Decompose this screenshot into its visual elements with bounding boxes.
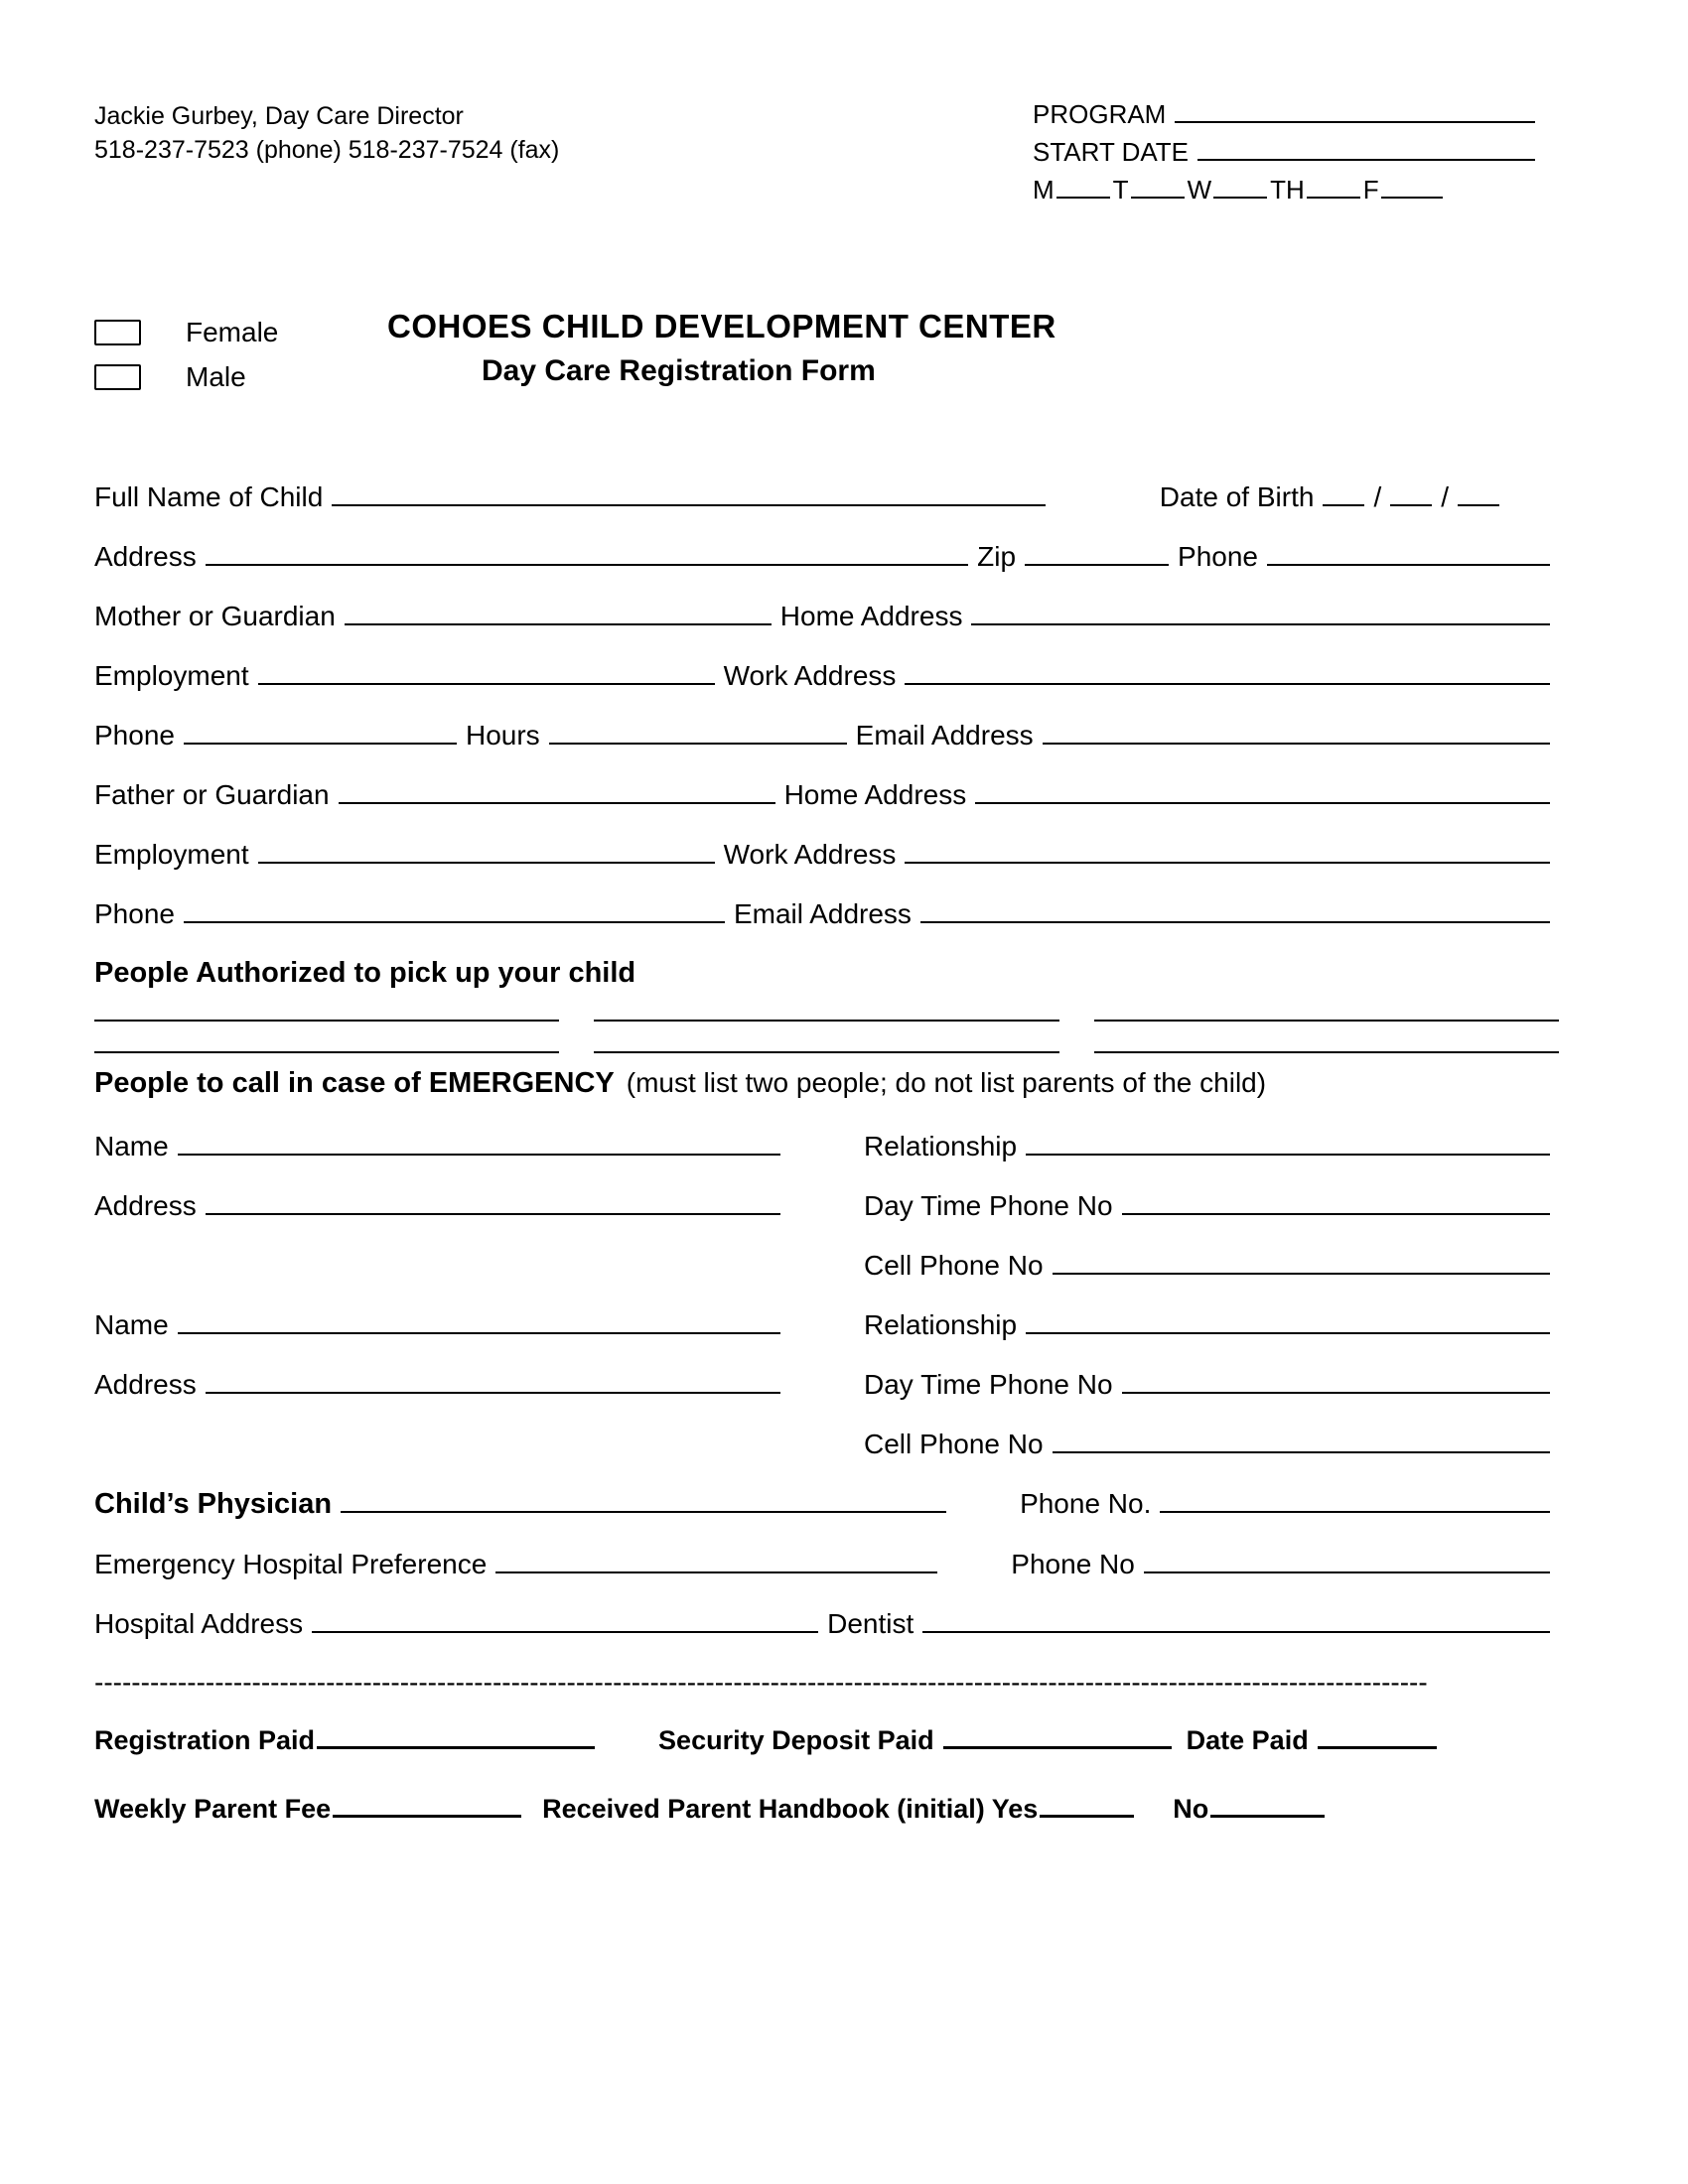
dentist-blank[interactable] <box>922 1621 1550 1633</box>
row-emergency2-address <box>94 1368 1559 1401</box>
form-name: Day Care Registration Form <box>482 354 876 387</box>
father-work-address-blank[interactable] <box>905 852 1550 864</box>
row-emergency2-name <box>94 1308 1559 1341</box>
father-employment-label: Employment <box>94 839 249 870</box>
dashed-divider: ------------------------------------------------------------------------------------------------------------------------------------------------ <box>94 1667 1428 1698</box>
pickup-4-blank[interactable] <box>94 1041 559 1053</box>
mother-hours-label: Hours <box>465 720 540 751</box>
physician-label: Child’s Physician <box>94 1488 333 1520</box>
emergency-heading <box>94 1066 1559 1100</box>
zip-blank[interactable] <box>1025 554 1169 566</box>
emergency-heading-note: (must list two people; do not list parents of the child) <box>626 1067 1267 1098</box>
contact-name: Jackie Gurbey, Day Care Director <box>94 102 464 130</box>
female-label: Female <box>186 316 279 347</box>
emergency1-day-phone-blank[interactable] <box>1122 1203 1550 1215</box>
emergency2-relationship-blank[interactable] <box>1026 1322 1550 1334</box>
program-blank[interactable] <box>1175 111 1535 123</box>
father-phone-label: Phone <box>94 898 175 929</box>
mother-phone-blank[interactable] <box>184 733 457 745</box>
address-label: Address <box>94 541 197 572</box>
female-checkbox[interactable] <box>94 320 141 345</box>
row-hospital-address <box>94 1607 1559 1640</box>
row-mother <box>94 600 1559 632</box>
pickup-3-blank[interactable] <box>1094 1010 1559 1022</box>
emergency1-cell-phone-label: Cell Phone No <box>864 1250 1044 1281</box>
mother-phone-label: Phone <box>94 720 175 751</box>
registration-paid-blank[interactable] <box>317 1737 595 1749</box>
center-name: COHOES CHILD DEVELOPMENT CENTER <box>387 308 1056 344</box>
phone-label: Phone <box>1178 541 1258 572</box>
mother-work-address-label: Work Address <box>723 660 897 691</box>
dob-slash-1: / <box>1373 481 1382 512</box>
emergency-heading-bold: People to call in case of EMERGENCY <box>94 1067 615 1099</box>
emergency1-name-blank[interactable] <box>178 1144 780 1156</box>
emergency2-day-phone-blank[interactable] <box>1122 1382 1550 1394</box>
day-friday-blank[interactable] <box>1381 189 1443 199</box>
contact-phone-fax: 518-237-7523 (phone) 518-237-7524 (fax) <box>94 136 560 164</box>
row-registration-paid <box>94 1724 1559 1757</box>
row-emergency2-cell <box>94 1428 1559 1460</box>
weekly-fee-label: Weekly Parent Fee <box>94 1794 332 1824</box>
row-mother-phone <box>94 719 1559 751</box>
row-full-name <box>94 480 1559 513</box>
security-deposit-blank[interactable] <box>943 1737 1172 1749</box>
row-hospital-preference <box>94 1548 1559 1580</box>
contact-block <box>94 99 559 212</box>
mother-email-label: Email Address <box>855 720 1034 751</box>
mother-email-blank[interactable] <box>1043 733 1550 745</box>
emergency2-cell-phone-blank[interactable] <box>1053 1441 1550 1453</box>
emergency1-day-phone-label: Day Time Phone No <box>864 1190 1113 1221</box>
hospital-phone-blank[interactable] <box>1144 1562 1550 1573</box>
day-wednesday-label: W <box>1187 175 1212 205</box>
emergency2-relationship-label: Relationship <box>864 1309 1018 1340</box>
handbook-no-label: No <box>1173 1794 1209 1824</box>
mother-employment-label: Employment <box>94 660 249 691</box>
physician-blank[interactable] <box>341 1501 946 1513</box>
row-physician <box>94 1487 1559 1521</box>
hospital-preference-blank[interactable] <box>495 1562 937 1573</box>
title-column <box>387 304 1559 399</box>
hospital-address-blank[interactable] <box>312 1621 818 1633</box>
emergency1-name-label: Name <box>94 1131 169 1161</box>
hospital-address-label: Hospital Address <box>94 1608 304 1639</box>
hospital-preference-label: Emergency Hospital Preference <box>94 1549 488 1579</box>
dob-month-blank[interactable] <box>1323 494 1364 506</box>
emergency2-name-label: Name <box>94 1309 169 1340</box>
day-wednesday-blank[interactable] <box>1213 189 1267 199</box>
title-block <box>94 304 1559 399</box>
row-emergency1-name <box>94 1130 1559 1162</box>
father-home-address-blank[interactable] <box>975 792 1550 804</box>
father-name-blank[interactable] <box>339 792 775 804</box>
day-thursday-blank[interactable] <box>1307 189 1360 199</box>
pickup-row-1 <box>94 1010 1559 1015</box>
registration-paid-label: Registration Paid <box>94 1725 316 1755</box>
row-weekly-fee <box>94 1793 1559 1826</box>
pickup-row-2 <box>94 1041 1559 1046</box>
address-blank[interactable] <box>206 554 968 566</box>
row-mother-employment <box>94 659 1559 692</box>
handbook-yes-blank[interactable] <box>1040 1806 1134 1818</box>
page-header <box>94 99 1559 212</box>
dentist-label: Dentist <box>827 1608 914 1639</box>
emergency2-cell-phone-label: Cell Phone No <box>864 1429 1044 1459</box>
day-tuesday-label: T <box>1112 175 1129 205</box>
emergency2-name-blank[interactable] <box>178 1322 780 1334</box>
emergency2-day-phone-label: Day Time Phone No <box>864 1369 1113 1400</box>
emergency1-relationship-blank[interactable] <box>1026 1144 1550 1156</box>
program-block <box>1033 99 1544 212</box>
emergency1-address-blank[interactable] <box>206 1203 780 1215</box>
handbook-no-blank[interactable] <box>1210 1806 1325 1818</box>
days-row <box>1033 175 1544 205</box>
row-father-employment <box>94 838 1559 871</box>
dob-day-blank[interactable] <box>1390 494 1432 506</box>
day-monday-blank[interactable] <box>1056 189 1110 199</box>
start-date-label: START DATE <box>1033 137 1189 167</box>
sex-options <box>94 304 387 399</box>
day-monday-label: M <box>1033 175 1055 205</box>
mother-home-address-blank[interactable] <box>971 614 1550 625</box>
security-deposit-label: Security Deposit Paid <box>658 1725 934 1755</box>
mother-employment-blank[interactable] <box>258 673 715 685</box>
phone-blank[interactable] <box>1267 554 1550 566</box>
dob-slash-2: / <box>1441 481 1449 512</box>
father-home-address-label: Home Address <box>783 779 967 810</box>
father-label: Father or Guardian <box>94 779 330 810</box>
father-employment-blank[interactable] <box>258 852 715 864</box>
pickup-heading <box>94 957 1559 990</box>
male-option <box>94 354 387 399</box>
father-email-label: Email Address <box>733 898 912 929</box>
emergency2-address-label: Address <box>94 1369 197 1400</box>
row-address <box>94 540 1559 573</box>
full-name-blank[interactable] <box>332 494 1045 506</box>
pickup-1-blank[interactable] <box>94 1010 559 1022</box>
mother-home-address-label: Home Address <box>779 601 963 631</box>
dob-year-blank[interactable] <box>1458 494 1499 506</box>
day-friday-label: F <box>1362 175 1379 205</box>
mother-name-blank[interactable] <box>345 614 772 625</box>
row-emergency1-cell <box>94 1249 1559 1282</box>
program-label: PROGRAM <box>1033 99 1167 129</box>
row-father <box>94 778 1559 811</box>
row-father-phone <box>94 897 1559 930</box>
weekly-fee-blank[interactable] <box>333 1806 521 1818</box>
date-paid-blank[interactable] <box>1318 1737 1437 1749</box>
pickup-2-blank[interactable] <box>594 1010 1058 1022</box>
mother-hours-blank[interactable] <box>549 733 847 745</box>
father-email-blank[interactable] <box>920 911 1550 923</box>
zip-label: Zip <box>977 541 1017 572</box>
pickup-5-blank[interactable] <box>594 1041 1058 1053</box>
physician-phone-blank[interactable] <box>1160 1501 1550 1513</box>
mother-label: Mother or Guardian <box>94 601 336 631</box>
date-of-birth-label: Date of Birth <box>1159 481 1315 512</box>
pickup-6-blank[interactable] <box>1094 1041 1559 1053</box>
male-label: Male <box>186 360 246 392</box>
male-checkbox[interactable] <box>94 364 141 390</box>
pickup-heading-text: People Authorized to pick up your child <box>94 957 636 989</box>
handbook-label: Received Parent Handbook (initial) Yes <box>542 1794 1039 1824</box>
full-name-label: Full Name of Child <box>94 481 324 512</box>
day-thursday-label: TH <box>1270 175 1305 205</box>
female-option <box>94 310 387 354</box>
emergency1-relationship-label: Relationship <box>864 1131 1018 1161</box>
row-emergency1-address <box>94 1189 1559 1222</box>
emergency1-address-label: Address <box>94 1190 197 1221</box>
emergency1-cell-phone-blank[interactable] <box>1053 1263 1550 1275</box>
start-date-blank[interactable] <box>1197 149 1535 161</box>
physician-phone-label: Phone No. <box>1020 1488 1152 1519</box>
emergency2-address-blank[interactable] <box>206 1382 780 1394</box>
hospital-phone-label: Phone No <box>1011 1549 1135 1579</box>
date-paid-label: Date Paid <box>1186 1725 1309 1755</box>
day-tuesday-blank[interactable] <box>1131 189 1185 199</box>
father-phone-blank[interactable] <box>184 911 725 923</box>
father-work-address-label: Work Address <box>723 839 897 870</box>
mother-work-address-blank[interactable] <box>905 673 1550 685</box>
